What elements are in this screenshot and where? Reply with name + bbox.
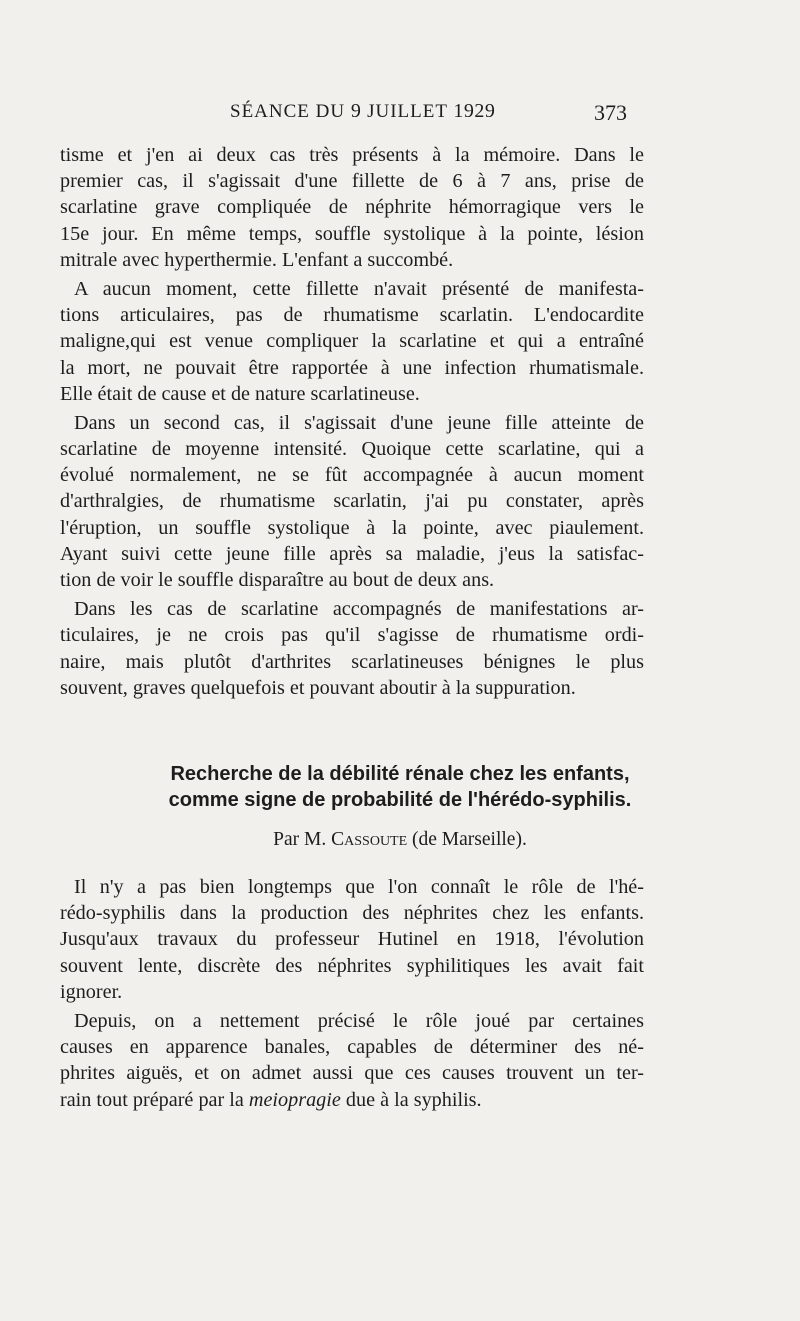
text-line: souvent lente, discrète des néphrites syphilitiques les avait fait <box>60 954 644 977</box>
text-line: rain tout préparé par la meiopragie due à la syphilis. <box>60 1088 482 1111</box>
text-line: maligne,qui est venue compliquer la scarlatine et qui a entraîné <box>60 330 644 353</box>
text-line: Dans un second cas, il s'agissait d'une jeune fille atteinte de <box>74 411 644 434</box>
text-line: d'arthralgies, de rhumatisme scarlatin, j'ai pu constater, après <box>60 490 644 513</box>
running-head: SÉANCE DU 9 JUILLET 1929 <box>230 100 496 122</box>
text-line: la mort, ne pouvait être rapportée à une infection rhumatismale. <box>60 356 644 379</box>
text-line: A aucun moment, cette fillette n'avait présenté de manifesta- <box>74 277 644 300</box>
paragraph <box>60 410 644 593</box>
text-line: l'éruption, un souffle systolique à la pointe, avec piaulement. <box>60 516 644 539</box>
paragraph <box>60 596 644 701</box>
paragraph <box>60 874 644 1005</box>
text-line: Dans les cas de scarlatine accompagnés de manifestations ar- <box>74 598 644 621</box>
text-line: scarlatine de moyenne intensité. Quoique cette scarlatine, qui a <box>60 438 644 461</box>
text-line: Jusqu'aux travaux du professeur Hutinel en 1918, l'évolution <box>60 928 644 951</box>
text-line: 15e jour. En même temps, souffle systolique à la pointe, lésion <box>60 222 644 245</box>
article-title-line-2: comme signe de probabilité de l'hérédo-syphilis. <box>168 789 632 811</box>
text-line: tisme et j'en ai deux cas très présents à la mémoire. Dans le <box>60 144 644 166</box>
text-line: Elle était de cause et de nature scarlatineuse. <box>60 382 420 405</box>
text-line: tion de voir le souffle disparaître au bout de deux ans. <box>60 569 495 591</box>
text-line: Il n'y a pas bien longtemps que l'on connaît le rôle de l'hé- <box>74 876 644 898</box>
text-line: rédo-syphilis dans la production des néphrites chez les enfants. <box>60 902 644 925</box>
paragraph <box>60 1008 644 1113</box>
text-line: causes en apparence banales, capables de déterminer des né- <box>60 1036 644 1059</box>
text-line: phrites aiguës, et on admet aussi que ces causes trouvent un ter- <box>60 1062 644 1085</box>
body-text-bottom <box>60 874 644 1116</box>
text-line: souvent, graves quelquefois et pouvant aboutir à la suppuration. <box>60 676 576 699</box>
paragraph <box>60 142 644 273</box>
text-line: Ayant suivi cette jeune fille après sa maladie, j'eus la satisfac- <box>60 542 644 565</box>
article-heading <box>0 761 800 851</box>
text-line: premier cas, il s'agissait d'une fillette de 6 à 7 ans, prise de <box>60 170 644 193</box>
article-byline: Par M. Cassoute (de Marseille). <box>273 829 527 850</box>
text-line: ticulaires, je ne crois pas qu'il s'agisse de rhumatisme ordi- <box>60 624 644 647</box>
text-line: scarlatine grave compliquée de néphrite hémorragique vers le <box>60 196 644 219</box>
text-line: évolué normalement, ne se fût accompagnée à aucun moment <box>60 464 644 487</box>
paragraph <box>60 276 644 407</box>
italic-term: meiopragie <box>248 1088 341 1111</box>
article-title-line-1: Recherche de la débilité rénale chez les enfants, <box>170 763 630 785</box>
page-number: 373 <box>594 100 627 125</box>
page-header <box>0 100 800 130</box>
text-line: tions articulaires, pas de rhumatisme scarlatin. L'endocardite <box>60 304 644 327</box>
body-text-top <box>60 142 644 704</box>
text-line: mitrale avec hyperthermie. L'enfant a succombé. <box>60 248 454 271</box>
text-line: ignorer. <box>60 980 123 1003</box>
text-line: Depuis, on a nettement précisé le rôle joué par certaines <box>74 1009 644 1032</box>
text-line: naire, mais plutôt d'arthrites scarlatineuses bénignes le plus <box>60 650 644 673</box>
